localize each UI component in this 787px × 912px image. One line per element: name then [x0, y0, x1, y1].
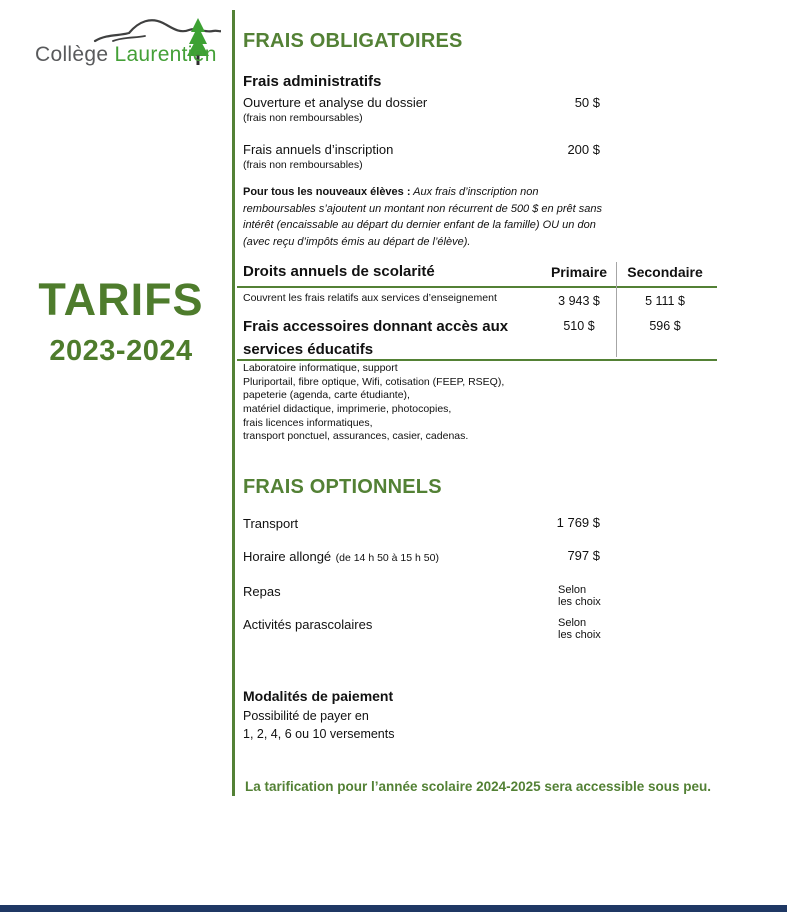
tuition-table-header — [237, 262, 717, 288]
bottom-accent-bar — [0, 905, 787, 912]
tuition-table-body — [237, 288, 717, 361]
fee-label: Horaire allongé — [243, 549, 332, 564]
fee-label: Activités parascolaires — [243, 617, 373, 632]
row-accessoires-primaire-amount: 510 $ — [563, 319, 595, 333]
logo-college-text: Collège — [35, 43, 109, 66]
next-year-notice: La tarification pour l’année scolaire 2024-2025 sera accessible sous peu. — [245, 779, 711, 794]
notice-lead: Pour tous les nouveaux élèves : — [243, 186, 411, 198]
fee-amount: Selon les choix — [558, 617, 601, 641]
included-service-line: frais licences informatiques, — [243, 416, 373, 429]
fee-note: (frais non remboursables) — [243, 159, 363, 171]
fee-row-horaire-allonge — [243, 548, 603, 566]
included-service-line: papeterie (agenda, carte étudiante), — [243, 389, 410, 402]
fee-label: Frais annuels d’inscription — [243, 142, 394, 157]
fee-sublabel: (de 14 h 50 à 15 h 50) — [335, 552, 439, 564]
included-service-line: Laboratoire informatique, support — [243, 362, 398, 374]
subsection-heading-frais-administratifs: Frais administratifs — [243, 73, 382, 90]
payment-terms-heading: Modalités de paiement — [243, 688, 394, 704]
fee-label: Transport — [243, 516, 299, 531]
fee-note: (frais non remboursables) — [243, 112, 363, 124]
payment-terms-line: 1, 2, 4, 6 ou 10 versements — [243, 727, 395, 741]
section-heading-frais-optionnels: FRAIS OPTIONNELS — [243, 476, 442, 498]
row-accessoires-secondaire-amount: 596 $ — [649, 319, 681, 333]
included-service-line: Pluriportail, fibre optique, Wifi, cotisation (FEEP, RSEQ), — [243, 375, 505, 388]
included-services-list — [243, 362, 504, 444]
tarifs-title-block — [8, 274, 234, 368]
row-accessoires-label: Frais accessoires donnant accès aux services éducatifs — [243, 318, 509, 359]
school-year: 2023-2024 — [49, 335, 193, 367]
college-laurentien-logo — [35, 14, 225, 70]
table-column-divider — [616, 262, 617, 357]
fee-row-inscription — [243, 142, 603, 171]
fee-row-transport — [243, 515, 603, 533]
content-column — [243, 0, 787, 912]
fee-label: Ouverture et analyse du dossier — [243, 95, 428, 110]
payment-terms-block — [243, 688, 603, 741]
included-service-line: transport ponctuel, assurances, casier, cadenas. — [243, 430, 469, 443]
logo-laurentien-text: Laurentien — [114, 43, 217, 66]
section-heading-frais-obligatoires: FRAIS OBLIGATOIRES — [243, 30, 463, 52]
payment-terms-line: Possibilité de payer en — [243, 709, 369, 723]
fee-row-ouverture-dossier — [243, 95, 603, 124]
column-header-primaire: Primaire — [550, 264, 608, 280]
notice-body: Aux frais d’inscription non remboursables s’ajoutent un montant non récurrent de 500 $ en prêt sans intérêt (encaissable au départ du dernier enfant de la famille) OU un don (avec reçu d’impôts émis au départ de l’élève). — [243, 186, 602, 248]
fee-row-repas — [243, 583, 603, 608]
row-enseignement-primaire-amount: 3 943 $ — [558, 294, 600, 308]
row-enseignement-secondaire-amount: 5 111 $ — [645, 294, 685, 308]
fee-amount: 797 $ — [567, 548, 600, 563]
fee-label: Repas — [243, 584, 281, 599]
table-title: Droits annuels de scolarité — [243, 263, 435, 280]
page-title: TARIFS — [38, 274, 204, 325]
column-header-secondaire: Secondaire — [627, 264, 703, 280]
fee-amount: Selon les choix — [558, 584, 601, 608]
included-service-line: matériel didactique, imprimerie, photocopies, — [243, 402, 452, 415]
fee-amount: 50 $ — [574, 95, 600, 110]
logo-wordmark — [35, 43, 217, 67]
row-enseignement-label: Couvrent les frais relatifs aux services d’enseignement — [243, 292, 497, 304]
fee-row-activites-parascolaires — [243, 616, 603, 641]
fee-amount: 200 $ — [567, 142, 600, 157]
tuition-table — [237, 262, 717, 361]
new-students-notice — [243, 184, 607, 250]
vertical-divider — [232, 10, 235, 796]
fee-amount: 1 769 $ — [556, 515, 600, 530]
